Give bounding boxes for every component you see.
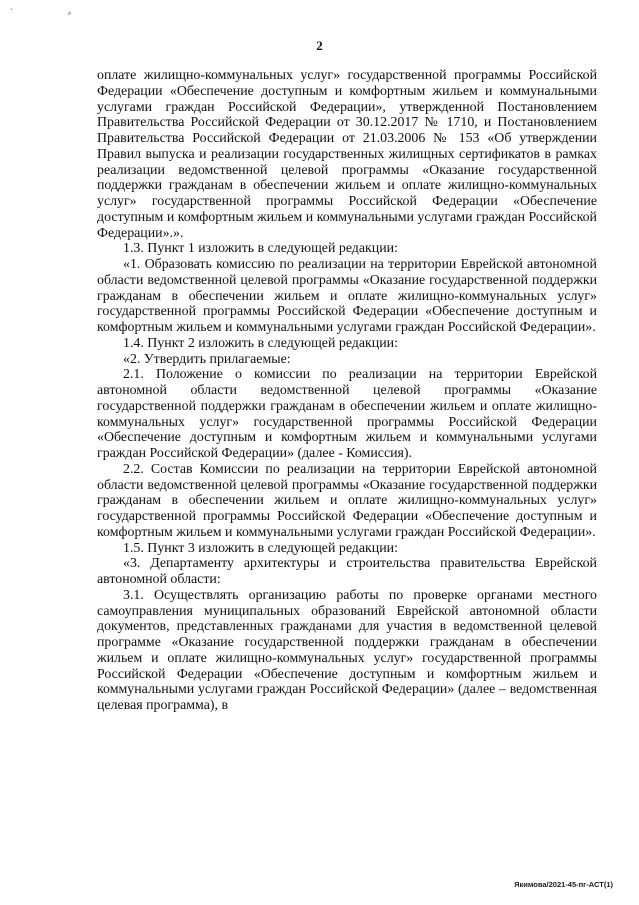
document-body [97, 68, 597, 714]
paragraph-item-3-1: 3.1. Осуществлять организацию работы по проверке органами местного самоуправления муниципальных образований Еврейской автономной области документов, представленных гражданами для участия в ведомственной целевой программе «Оказание государственной поддержки гражданам в обеспечении жильем и оплате жилищно-коммунальных услуг» государственной программы Российской Федерации «Обеспечение доступным и комфортным жильем и коммунальными услугами граждан Российской Федерации» (далее – ведомственная целевая программа), в [97, 587, 597, 713]
paragraph-1-3-heading: 1.3. Пункт 1 изложить в следующей редакции: [123, 241, 398, 257]
paragraph-1-4-heading: 1.4. Пункт 2 изложить в следующей редакции: [123, 335, 398, 351]
paragraph-item-2-1: 2.1. Положение о комиссии по реализации на территории Еврейской автономной области ведомственной целевой программы «Оказание государственной поддержки гражданам в обеспечении жильем и оплате жилищно-коммунальных услуг» государственной программы Российской Федерации «Обеспечение доступным и комфортным жильем и коммунальными услугами граждан Российской Федерации» (далее - Комиссия). [97, 367, 597, 461]
paragraph-intro-continuation: оплате жилищно-коммунальных услуг» государственной программы Российской Федерации «Обеспечение доступным и комфортным жильем и коммунальными услугами граждан Российской Федерации», утвержденной Постановлением Правительства Российской Федерации от 30.12.2017 № 1710, и Постановлением Правительства Российской Федерации от 21.03.2006 № 153 «Об утверждении Правил выпуска и реализации государственных жилищных сертификатов в рамках реализации ведомственной целевой программы «Оказание государственной поддержки гражданам в обеспечении жильем и оплате жилищно-коммунальных услуг» государственной программы Российской Федерации «Обеспечение доступным и комфортным жильем и коммунальными услугами граждан Российской Федерации».». [97, 68, 597, 241]
paragraph-item-2: «2. Утвердить прилагаемые: [123, 351, 291, 367]
paragraph-1-5-heading: 1.5. Пункт 3 изложить в следующей редакции: [123, 540, 398, 556]
page-number: 2 [316, 38, 323, 53]
document-reference-code: Якимова/2021-45-пг-АСТ(1) [514, 880, 613, 889]
paragraph-item-2-2: 2.2. Состав Комиссии по реализации на территории Еврейской автономной области ведомственной целевой программы «Оказание государственной поддержки гражданам в обеспечении жильем и оплате жилищно-коммунальных услуг» государственной программы Российской Федерации «Обеспечение доступным и комфортным жильем и коммунальными услугами граждан Российской Федерации». [97, 461, 597, 540]
paragraph-item-3: «3. Департаменту архитектуры и строительства правительства Еврейской автономной области: [97, 556, 597, 587]
scan-corner-marks: ` ⸗ [10, 8, 98, 19]
paragraph-item-1: «1. Образовать комиссию по реализации на территории Еврейской автономной области ведомственной целевой программы «Оказание государственной поддержки гражданам в обеспечении жильем и оплате жилищно-коммунальных услуг» государственной программы Российской Федерации «Обеспечение доступным и комфортным жильем и коммунальными услугами граждан Российской Федерации». [97, 257, 597, 335]
